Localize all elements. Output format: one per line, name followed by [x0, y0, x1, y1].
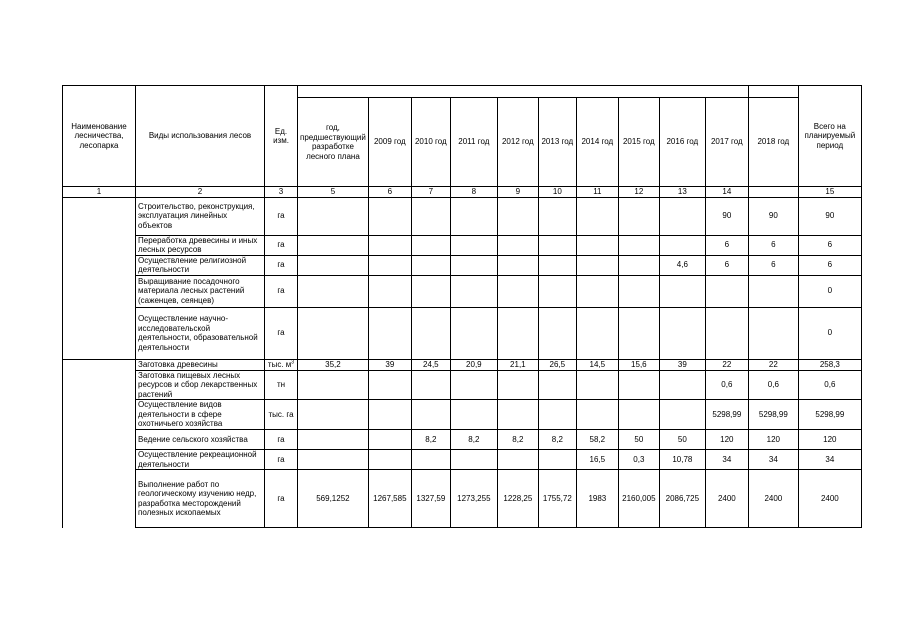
column-number: 15: [798, 187, 861, 198]
header-unit: Ед. изм.: [265, 86, 298, 187]
use-type-cell: Осуществление рекреационной деятельности: [136, 450, 265, 470]
value-cell: [298, 235, 369, 255]
value-cell: 1267,585: [368, 470, 411, 528]
unit-label: га: [277, 434, 285, 444]
value-cell: [450, 235, 497, 255]
table-row: [63, 275, 862, 307]
use-type-cell: Строительство, реконструкция, эксплуатация линейных объектов: [136, 197, 265, 235]
use-type-cell: Заготовка древесины: [136, 359, 265, 370]
table-row: [63, 470, 862, 528]
value-cell: [411, 255, 450, 275]
value-cell: 21,1: [497, 359, 538, 370]
unit-label: га: [277, 328, 285, 338]
value-cell: 50: [659, 430, 705, 450]
value-cell: [298, 307, 369, 359]
use-type-cell: Переработка древесины и иных лесных ресурсов: [136, 235, 265, 255]
value-cell: 58,2: [576, 430, 618, 450]
column-number: 10: [538, 187, 576, 198]
value-cell: [411, 307, 450, 359]
unit-cell: [265, 359, 298, 370]
value-cell: [538, 275, 576, 307]
unit-cell: [265, 430, 298, 450]
value-cell: 0,6: [798, 370, 861, 400]
value-cell: [368, 235, 411, 255]
value-cell: [298, 450, 369, 470]
value-cell: [368, 197, 411, 235]
use-type-cell: Осуществление научно-исследовательской деятельности, образовательной деятельности: [136, 307, 265, 359]
forestry-name-cell: [63, 359, 136, 528]
value-cell: 0: [798, 275, 861, 307]
unit-cell: [265, 370, 298, 400]
value-cell: 120: [705, 430, 748, 450]
column-number: 5: [298, 187, 369, 198]
value-cell: [368, 275, 411, 307]
value-cell: 6: [705, 255, 748, 275]
value-cell: 24,5: [411, 359, 450, 370]
table-row: [63, 307, 862, 359]
value-cell: 39: [659, 359, 705, 370]
unit-cell: [265, 275, 298, 307]
value-cell: 22: [748, 359, 798, 370]
unit-label: тыс. га: [268, 409, 294, 419]
value-cell: 34: [705, 450, 748, 470]
value-cell: [576, 255, 618, 275]
value-cell: [576, 307, 618, 359]
value-cell: 90: [748, 197, 798, 235]
unit-label: тн: [276, 380, 286, 389]
value-cell: 1273,255: [450, 470, 497, 528]
value-cell: 569,1252: [298, 470, 369, 528]
value-cell: 34: [798, 450, 861, 470]
column-number: 13: [659, 187, 705, 198]
header-year: 2012 год: [497, 98, 538, 187]
column-number: 6: [368, 187, 411, 198]
value-cell: [497, 235, 538, 255]
header-prev-year: год, предшествующий разработке лесного плана: [298, 98, 369, 187]
header-year: 2015 год: [618, 98, 659, 187]
value-cell: [576, 197, 618, 235]
header-total: Всего на планируемый период: [798, 86, 861, 187]
value-cell: [298, 370, 369, 400]
value-cell: [705, 307, 748, 359]
unit-label: га: [277, 260, 285, 270]
column-number: 7: [411, 187, 450, 198]
value-cell: [298, 275, 369, 307]
value-cell: [497, 400, 538, 430]
value-cell: 90: [705, 197, 748, 235]
value-cell: [298, 430, 369, 450]
table-body: [63, 86, 862, 528]
table-row: [63, 255, 862, 275]
value-cell: 2160,005: [618, 470, 659, 528]
forest-use-table: [62, 85, 862, 528]
value-cell: 39: [368, 359, 411, 370]
table-row: [63, 450, 862, 470]
value-cell: 1983: [576, 470, 618, 528]
use-type-cell: Осуществление видов деятельности в сфере охотничьего хозяйства: [136, 400, 265, 430]
header-use-type: Виды использования лесов: [136, 86, 265, 187]
value-cell: [411, 400, 450, 430]
value-cell: [497, 255, 538, 275]
use-type-cell: Заготовка пищевых лесных ресурсов и сбор лекарственных растений: [136, 370, 265, 400]
value-cell: [538, 370, 576, 400]
value-cell: 0,6: [748, 370, 798, 400]
header-blank: [748, 86, 798, 98]
value-cell: 2400: [798, 470, 861, 528]
value-cell: 120: [798, 430, 861, 450]
value-cell: 8,2: [411, 430, 450, 450]
value-cell: 20,9: [450, 359, 497, 370]
value-cell: [298, 197, 369, 235]
value-cell: [576, 235, 618, 255]
header-year: 2010 год: [411, 98, 450, 187]
value-cell: 8,2: [497, 430, 538, 450]
value-cell: [497, 450, 538, 470]
value-cell: 0,6: [705, 370, 748, 400]
value-cell: [538, 400, 576, 430]
value-cell: [298, 400, 369, 430]
unit-cell: [265, 235, 298, 255]
use-type-cell: Выполнение работ по геологическому изучению недр, разработка месторождений полезных ископаемых: [136, 470, 265, 528]
value-cell: [411, 235, 450, 255]
value-cell: 50: [618, 430, 659, 450]
value-cell: [705, 275, 748, 307]
value-cell: 0,3: [618, 450, 659, 470]
value-cell: [618, 400, 659, 430]
value-cell: [659, 400, 705, 430]
value-cell: [298, 255, 369, 275]
value-cell: [368, 430, 411, 450]
unit-cell: [265, 470, 298, 528]
header-year: 2013 год: [538, 98, 576, 187]
unit-label: га: [277, 286, 285, 296]
value-cell: 0: [798, 307, 861, 359]
use-type-cell: Ведение сельского хозяйства: [136, 430, 265, 450]
value-cell: [411, 370, 450, 400]
forestry-name-cell: [63, 197, 136, 359]
column-number: [748, 187, 798, 198]
value-cell: 1228,25: [497, 470, 538, 528]
unit-cell: [265, 400, 298, 430]
header-top-row: [63, 86, 862, 98]
value-cell: [538, 197, 576, 235]
column-number: 3: [265, 187, 298, 198]
value-cell: 26,5: [538, 359, 576, 370]
column-number-row: [63, 187, 862, 198]
value-cell: 16,5: [576, 450, 618, 470]
column-number: 9: [497, 187, 538, 198]
column-number: 8: [450, 187, 497, 198]
unit-label: тыс. м: [267, 359, 292, 369]
value-cell: [450, 275, 497, 307]
value-cell: [411, 450, 450, 470]
column-number: 2: [136, 187, 265, 198]
value-cell: 6: [748, 255, 798, 275]
unit-cell: [265, 307, 298, 359]
table-row: [63, 400, 862, 430]
value-cell: 4,6: [659, 255, 705, 275]
value-cell: 6: [705, 235, 748, 255]
value-cell: [659, 307, 705, 359]
value-cell: [748, 275, 798, 307]
value-cell: [368, 400, 411, 430]
value-cell: [618, 235, 659, 255]
value-cell: [368, 370, 411, 400]
value-cell: 258,3: [798, 359, 861, 370]
value-cell: [497, 197, 538, 235]
column-number: 11: [576, 187, 618, 198]
value-cell: 6: [798, 255, 861, 275]
value-cell: [411, 275, 450, 307]
value-cell: 22: [705, 359, 748, 370]
value-cell: 1755,72: [538, 470, 576, 528]
column-number: 12: [618, 187, 659, 198]
unit-superscript: 3: [291, 359, 295, 366]
header-forestry: Наименование лесничества, лесопарка: [63, 86, 136, 187]
value-cell: [450, 255, 497, 275]
value-cell: 2400: [748, 470, 798, 528]
unit-label: га: [277, 240, 285, 250]
value-cell: [450, 370, 497, 400]
value-cell: [659, 197, 705, 235]
value-cell: 8,2: [450, 430, 497, 450]
value-cell: 6: [748, 235, 798, 255]
value-cell: [538, 255, 576, 275]
value-cell: [618, 370, 659, 400]
value-cell: [368, 255, 411, 275]
value-cell: [538, 235, 576, 255]
use-type-cell: Осуществление религиозной деятельности: [136, 255, 265, 275]
value-cell: 5298,99: [798, 400, 861, 430]
value-cell: [497, 275, 538, 307]
value-cell: [368, 450, 411, 470]
value-cell: [497, 307, 538, 359]
value-cell: 2086,725: [659, 470, 705, 528]
value-cell: [618, 255, 659, 275]
value-cell: 15,6: [618, 359, 659, 370]
unit-cell: [265, 450, 298, 470]
value-cell: [538, 307, 576, 359]
header-years-group: [298, 86, 749, 98]
value-cell: [659, 275, 705, 307]
value-cell: 5298,99: [705, 400, 748, 430]
table-row: [63, 430, 862, 450]
value-cell: 34: [748, 450, 798, 470]
value-cell: [411, 197, 450, 235]
unit-label: га: [277, 454, 285, 464]
header-year: 2017 год: [705, 98, 748, 187]
value-cell: [368, 307, 411, 359]
value-cell: 5298,99: [748, 400, 798, 430]
table-row: [63, 359, 862, 370]
column-number: 14: [705, 187, 748, 198]
unit-cell: [265, 255, 298, 275]
value-cell: [450, 400, 497, 430]
header-year: 2014 год: [576, 98, 618, 187]
header-year: 2009 год: [368, 98, 411, 187]
value-cell: 10,78: [659, 450, 705, 470]
value-cell: [618, 307, 659, 359]
value-cell: 35,2: [298, 359, 369, 370]
column-number: 1: [63, 187, 136, 198]
value-cell: [450, 307, 497, 359]
value-cell: 8,2: [538, 430, 576, 450]
value-cell: [538, 450, 576, 470]
value-cell: [618, 197, 659, 235]
value-cell: [618, 275, 659, 307]
value-cell: 120: [748, 430, 798, 450]
table-row: [63, 235, 862, 255]
value-cell: [659, 370, 705, 400]
use-type-cell: Выращивание посадочного материала лесных растений (саженцев, сеянцев): [136, 275, 265, 307]
table-row: [63, 370, 862, 400]
value-cell: [576, 400, 618, 430]
header-year: 2011 год: [450, 98, 497, 187]
value-cell: [450, 197, 497, 235]
unit-cell: [265, 197, 298, 235]
value-cell: [450, 450, 497, 470]
value-cell: [748, 307, 798, 359]
unit-label: га: [277, 493, 285, 503]
table-row: [63, 197, 862, 235]
value-cell: 6: [798, 235, 861, 255]
header-year: 2016 год: [659, 98, 705, 187]
unit-label: га: [277, 211, 285, 221]
value-cell: [576, 275, 618, 307]
value-cell: 14,5: [576, 359, 618, 370]
value-cell: 90: [798, 197, 861, 235]
value-cell: [659, 235, 705, 255]
value-cell: [497, 370, 538, 400]
value-cell: 2400: [705, 470, 748, 528]
value-cell: 1327,59: [411, 470, 450, 528]
header-year: 2018 год: [748, 98, 798, 187]
value-cell: [576, 370, 618, 400]
